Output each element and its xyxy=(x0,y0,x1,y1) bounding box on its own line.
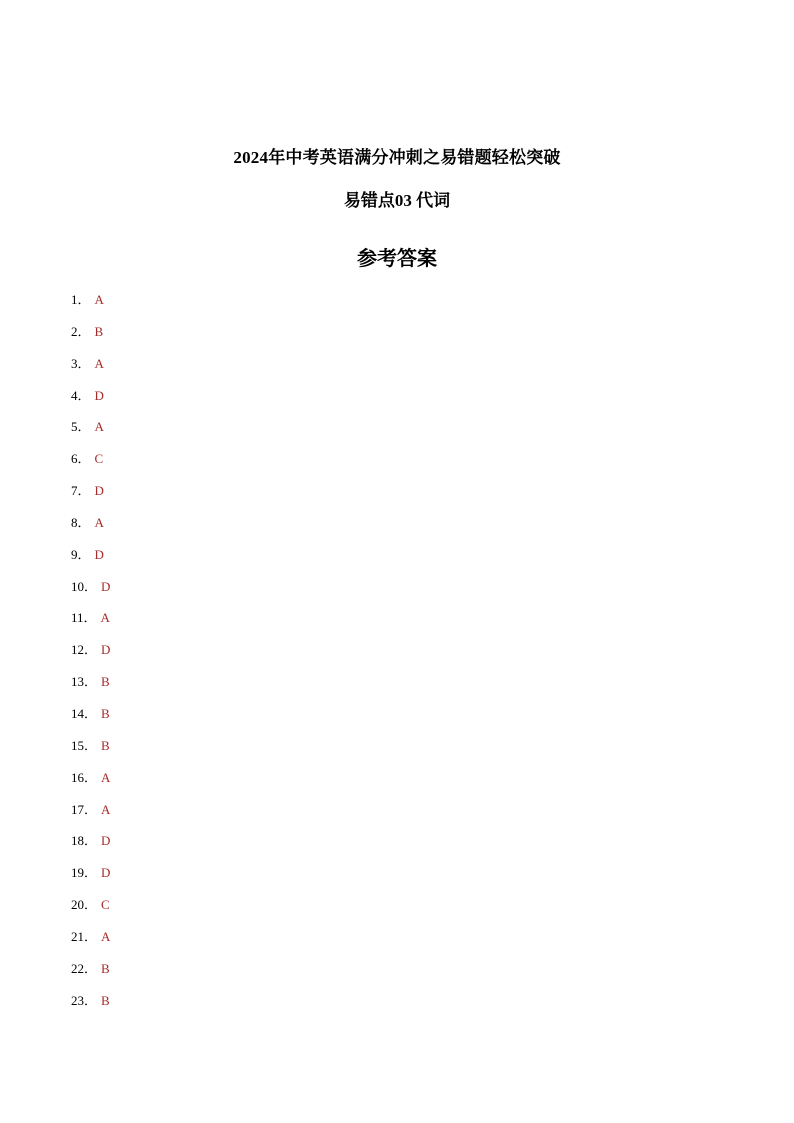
answer-number: 3 xyxy=(71,355,78,371)
answer-number: 8 xyxy=(71,514,78,530)
answer-number: 20 xyxy=(71,897,84,913)
answer-item xyxy=(71,959,110,991)
answer-separator: ． xyxy=(84,801,98,817)
answer-choice: B xyxy=(94,323,104,339)
document-subtitle: 易错点03 代词 xyxy=(343,191,451,210)
answer-number: 11 xyxy=(71,610,84,626)
answer-choice: C xyxy=(101,897,110,913)
answer-choice: D xyxy=(94,387,104,403)
answer-separator: ． xyxy=(84,642,98,658)
answer-separator: ． xyxy=(77,355,91,371)
answer-separator: ． xyxy=(84,578,98,594)
answer-item xyxy=(71,354,110,386)
answer-choice: B xyxy=(101,960,110,976)
answer-number: 14 xyxy=(71,705,84,721)
answer-choice: B xyxy=(101,992,110,1008)
answer-number: 21 xyxy=(71,928,84,944)
answer-number: 4 xyxy=(71,387,78,403)
answer-number: 2 xyxy=(71,323,78,339)
answer-separator: ． xyxy=(77,514,91,530)
answer-choice: A xyxy=(101,801,111,817)
answer-number: 10 xyxy=(71,578,84,594)
answer-item xyxy=(71,768,110,800)
answer-item xyxy=(71,863,110,895)
answer-separator: ． xyxy=(77,546,91,562)
answer-item xyxy=(71,800,110,832)
answer-item xyxy=(71,991,110,1023)
answer-choice: D xyxy=(101,833,111,849)
answer-item xyxy=(71,513,110,545)
answer-separator: ． xyxy=(84,705,98,721)
answer-item xyxy=(71,545,110,577)
answer-choice: B xyxy=(101,737,110,753)
answer-number: 16 xyxy=(71,769,84,785)
answer-choice: A xyxy=(100,610,110,626)
answer-separator: ． xyxy=(84,865,98,881)
answer-choice: A xyxy=(94,355,104,371)
answer-item xyxy=(71,290,110,322)
answer-number: 18 xyxy=(71,833,84,849)
answer-number: 19 xyxy=(71,865,84,881)
answer-choice: A xyxy=(101,928,111,944)
answer-key-heading: 参考答案 xyxy=(357,248,437,270)
answer-choice: D xyxy=(101,578,111,594)
answer-choice: D xyxy=(94,483,104,499)
answer-item xyxy=(71,895,110,927)
answer-separator: ． xyxy=(77,483,91,499)
answer-number: 5 xyxy=(71,419,78,435)
answer-choice: A xyxy=(94,292,104,307)
answer-separator: ． xyxy=(84,674,98,690)
answer-separator: ． xyxy=(84,960,98,976)
answer-number: 15 xyxy=(71,737,84,753)
answer-choice: A xyxy=(101,769,111,785)
answer-number: 23 xyxy=(71,992,84,1008)
answer-item xyxy=(71,831,110,863)
answer-number: 17 xyxy=(71,801,84,817)
answer-number: 6 xyxy=(71,451,78,467)
answer-item xyxy=(71,927,110,959)
answer-separator: ． xyxy=(83,610,97,626)
answer-item xyxy=(71,449,110,481)
answer-number: 1 xyxy=(71,292,78,307)
answer-choice: C xyxy=(94,451,104,467)
answer-choice: B xyxy=(101,705,110,721)
answer-separator: ． xyxy=(84,833,98,849)
answer-item xyxy=(71,386,110,418)
answer-separator: ． xyxy=(84,897,98,913)
answer-separator: ． xyxy=(77,323,91,339)
answer-choice: A xyxy=(94,514,104,530)
answer-number: 12 xyxy=(71,642,84,658)
answer-choice: A xyxy=(94,419,104,435)
answer-separator: ． xyxy=(84,928,98,944)
answer-separator: ． xyxy=(84,992,98,1008)
answer-separator: ． xyxy=(77,292,91,307)
answer-choice: B xyxy=(101,674,110,690)
answer-number: 22 xyxy=(71,960,84,976)
answer-number: 7 xyxy=(71,483,78,499)
answer-choice: D xyxy=(94,546,104,562)
answer-choice: D xyxy=(101,642,111,658)
answer-separator: ． xyxy=(77,451,91,467)
answer-item xyxy=(71,577,110,609)
document-title: 2024年中考英语满分冲刺之易错题轻松突破 xyxy=(233,148,561,167)
answer-item xyxy=(71,417,110,449)
answer-separator: ． xyxy=(84,769,98,785)
answer-item xyxy=(71,640,110,672)
answer-item xyxy=(71,481,110,513)
answer-separator: ． xyxy=(77,387,91,403)
answer-number: 13 xyxy=(71,674,84,690)
answer-item xyxy=(71,672,110,704)
answer-item xyxy=(71,736,110,768)
answer-choice: D xyxy=(101,865,111,881)
answer-item xyxy=(71,322,110,354)
answer-number: 9 xyxy=(71,546,78,562)
answer-list xyxy=(71,290,110,1022)
answer-separator: ． xyxy=(84,737,98,753)
answer-separator: ． xyxy=(77,419,91,435)
answer-item xyxy=(71,608,110,640)
answer-item xyxy=(71,704,110,736)
